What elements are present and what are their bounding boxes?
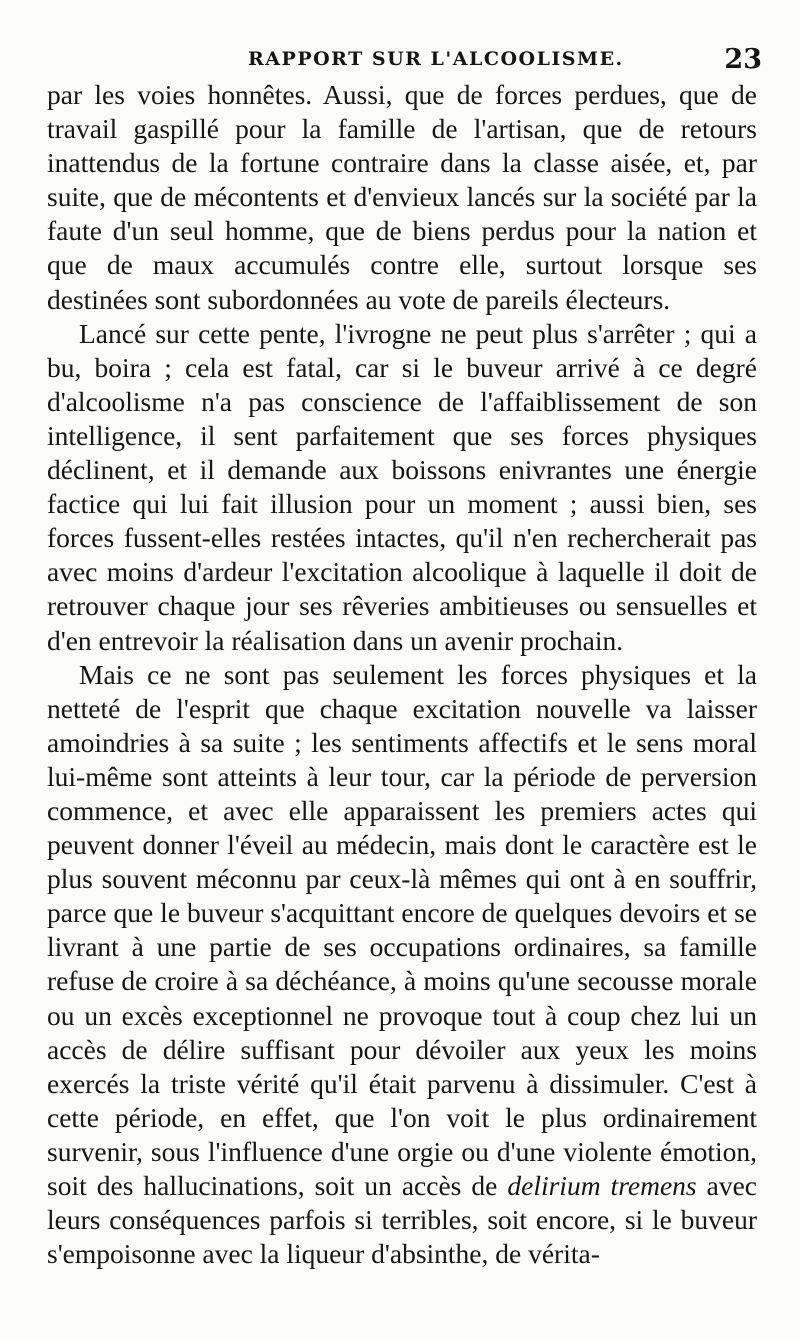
paragraph-text-after-italic: avec leurs conséquences parfois si terribles, soit encore, si le buveur s'empoisonne avec la liqueur d'absinthe, de vérita- [47, 1170, 757, 1270]
paragraph-text: Lancé sur cette pente, l'ivrogne ne peut plus s'arrêter ; qui a bu, boira ; cela est fatal, car si le buveur arrivé à ce degré d'alcoolisme n'a pas conscience de l'affaiblissement de son intelligence, il sent parfaitement que ses forces physiques déclinent, et il demande aux boissons enivrantes une énergie factice qui lui fait illusion pour un moment ; aussi bien, ses forces fussent-elles restées intactes, qu'il n'en rechercherait pas avec moins d'ardeur l'excitation alcoolique à laquelle il doit de retrouver chaque jour ses rêveries ambitieuses ou sensuelles et d'en entrevoir la réalisation dans un avenir prochain. [47, 317, 757, 656]
paragraph-continuation [47, 78, 757, 317]
running-title: RAPPORT SUR L'ALCOOLISME. [248, 48, 624, 70]
running-header [0, 44, 800, 76]
paragraph [47, 658, 757, 1272]
page-number: 23 [724, 44, 762, 75]
italic-term: delirium tremens [507, 1170, 697, 1201]
body-text [47, 78, 757, 1271]
paragraph-text-before-italic: Mais ce ne sont pas seulement les forces physiques et la netteté de l'esprit que chaque excitation nouvelle va laisser amoindries à sa suite ; les sentiments affectifs et le sens moral lui-même sont atteints à leur tour, car la période de perversion commence, et avec elle apparaissent les premiers actes qui peuvent donner l'éveil au médecin, mais dont le caractère est le plus souvent méconnu par ceux-là mêmes qui ont à en souffrir, parce que le buveur s'acquittant encore de quelques devoirs et se livrant à une partie de ses occupations ordinaires, sa famille refuse de croire à sa déchéance, à moins qu'une secousse morale ou un excès exceptionnel ne provoque tout à coup chez lui un accès de délire suffisant pour dévoiler aux yeux les moins exercés la triste vérité qu'il était parvenu à dissimuler. C'est à cette période, en effet, que l'on voit le plus ordinairement survenir, sous l'influence d'une orgie ou d'une violente émotion, soit des hallucinations, soit un accès de [47, 658, 757, 1201]
paragraph [47, 317, 757, 658]
paragraph-text: par les voies honnêtes. Aussi, que de forces perdues, que de travail gaspillé pour la famille de l'artisan, que de retours inattendus de la fortune contraire dans la classe aisée, et, par suite, que de mécontents et d'envieux lancés sur la société par la faute d'un seul homme, que de biens perdus pour la nation et que de maux accumulés contre elle, surtout lorsque ses destinées sont subordonnées au vote de pareils électeurs. [47, 79, 757, 315]
